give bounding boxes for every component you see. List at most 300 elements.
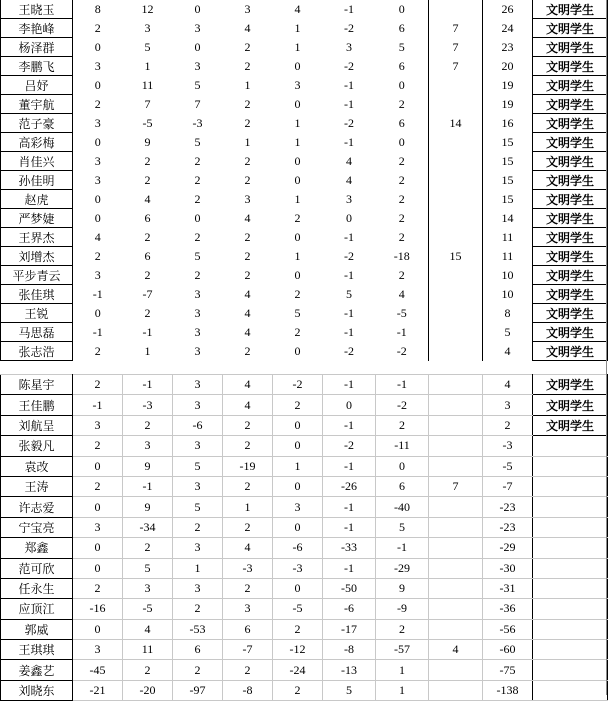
score-cell[interactable]: -26: [323, 476, 376, 496]
score-cell[interactable]: [429, 619, 483, 639]
score-cell[interactable]: 2: [94, 20, 101, 35]
student-name-cell[interactable]: 王锐: [1, 304, 73, 323]
score-cell[interactable]: 1: [273, 456, 323, 476]
score-cell[interactable]: -21: [73, 680, 123, 700]
score-cell[interactable]: [429, 133, 483, 152]
total-cell[interactable]: 24: [483, 19, 533, 38]
score-cell[interactable]: 7: [144, 96, 151, 111]
honor-badge-cell[interactable]: 文明学生: [533, 323, 608, 342]
score-cell[interactable]: -5: [142, 115, 153, 130]
score-cell[interactable]: 2: [244, 248, 251, 263]
score-cell[interactable]: -1: [142, 324, 153, 339]
score-cell[interactable]: 0: [294, 229, 301, 244]
score-cell[interactable]: 3: [123, 436, 173, 456]
score-cell[interactable]: [429, 558, 483, 578]
score-cell[interactable]: 3: [94, 115, 101, 130]
score-cell[interactable]: 7: [429, 38, 483, 57]
score-cell[interactable]: 4: [223, 538, 273, 558]
score-cell[interactable]: 4: [244, 305, 251, 320]
total-cell[interactable]: 20: [483, 57, 533, 76]
score-cell[interactable]: 2: [123, 415, 173, 435]
score-cell[interactable]: [429, 76, 483, 95]
honor-badge-cell[interactable]: 文明学生: [533, 304, 608, 323]
score-cell[interactable]: 5: [194, 77, 201, 92]
score-cell[interactable]: 0: [94, 39, 101, 54]
score-cell[interactable]: 4: [94, 229, 101, 244]
score-cell[interactable]: 3: [194, 286, 201, 301]
score-cell[interactable]: 3: [73, 517, 123, 537]
student-name-cell[interactable]: 李鹏飞: [1, 57, 73, 76]
score-cell[interactable]: -1: [123, 476, 173, 496]
score-cell[interactable]: 3: [173, 395, 223, 415]
total-cell[interactable]: 11: [483, 247, 533, 266]
score-cell[interactable]: [429, 375, 483, 395]
honor-badge-cell[interactable]: 文明学生: [533, 0, 608, 19]
score-cell[interactable]: 2: [194, 153, 201, 168]
score-cell[interactable]: 3: [173, 538, 223, 558]
score-cell[interactable]: 5: [376, 517, 429, 537]
score-cell[interactable]: 0: [73, 558, 123, 578]
student-name-cell[interactable]: 平步青云: [1, 266, 73, 285]
score-cell[interactable]: 3: [273, 497, 323, 517]
score-cell[interactable]: 2: [244, 343, 251, 358]
honor-badge-cell[interactable]: 文明学生: [533, 133, 608, 152]
score-cell[interactable]: 5: [294, 305, 301, 320]
honor-badge-cell[interactable]: 文明学生: [533, 171, 608, 190]
honor-badge-cell[interactable]: 文明学生: [533, 228, 608, 247]
score-cell[interactable]: 3: [144, 20, 151, 35]
score-cell[interactable]: [429, 152, 483, 171]
score-cell[interactable]: [429, 578, 483, 598]
student-name-cell[interactable]: 杨泽群: [1, 38, 73, 57]
score-cell[interactable]: 0: [73, 497, 123, 517]
score-cell[interactable]: -1: [376, 538, 429, 558]
score-cell[interactable]: [429, 190, 483, 209]
score-cell[interactable]: 1: [294, 115, 301, 130]
score-cell[interactable]: 0: [294, 58, 301, 73]
score-cell[interactable]: 1: [294, 248, 301, 263]
score-cell[interactable]: -2: [344, 58, 354, 73]
score-cell[interactable]: 1: [376, 680, 429, 700]
honor-badge-cell[interactable]: [533, 660, 608, 680]
score-cell[interactable]: -1: [344, 134, 354, 149]
student-name-cell[interactable]: 刘增杰: [1, 247, 73, 266]
total-cell[interactable]: 5: [483, 323, 533, 342]
score-cell[interactable]: 0: [398, 1, 405, 16]
score-cell[interactable]: -1: [92, 286, 103, 301]
score-cell[interactable]: 1: [294, 39, 301, 54]
score-cell[interactable]: [429, 209, 483, 228]
score-cell[interactable]: 3: [194, 58, 201, 73]
total-cell[interactable]: 2: [483, 415, 533, 435]
total-cell[interactable]: -5: [483, 456, 533, 476]
score-cell[interactable]: 2: [398, 96, 405, 111]
score-cell[interactable]: 4: [244, 324, 251, 339]
score-cell[interactable]: 14: [429, 114, 483, 133]
score-cell[interactable]: 2: [398, 172, 405, 187]
total-cell[interactable]: 15: [483, 152, 533, 171]
score-cell[interactable]: [429, 0, 483, 19]
total-cell[interactable]: 14: [483, 209, 533, 228]
student-name-cell[interactable]: 郑鑫: [1, 538, 73, 558]
score-cell[interactable]: 3: [223, 599, 273, 619]
student-name-cell[interactable]: 姜鑫艺: [1, 660, 73, 680]
score-cell[interactable]: 2: [273, 619, 323, 639]
score-cell[interactable]: 11: [141, 77, 154, 92]
score-cell[interactable]: 3: [194, 343, 201, 358]
student-name-cell[interactable]: 任永生: [1, 578, 73, 598]
score-cell[interactable]: -16: [73, 599, 123, 619]
score-cell[interactable]: 5: [346, 286, 352, 301]
score-cell[interactable]: 1: [244, 77, 251, 92]
score-cell[interactable]: -18: [393, 248, 410, 263]
score-cell[interactable]: 12: [141, 1, 154, 16]
student-name-cell[interactable]: 宁宝亮: [1, 517, 73, 537]
score-cell[interactable]: 2: [94, 96, 101, 111]
score-cell[interactable]: 3: [94, 58, 101, 73]
total-cell[interactable]: -36: [483, 599, 533, 619]
honor-badge-cell[interactable]: [533, 456, 608, 476]
score-cell[interactable]: [429, 285, 483, 304]
score-cell[interactable]: 4: [429, 640, 483, 660]
score-cell[interactable]: 0: [94, 191, 101, 206]
score-cell[interactable]: 4: [244, 20, 251, 35]
total-cell[interactable]: 15: [483, 190, 533, 209]
score-cell[interactable]: -1: [323, 456, 376, 476]
score-cell[interactable]: -1: [73, 395, 123, 415]
score-cell[interactable]: 4: [244, 210, 251, 225]
score-cell[interactable]: -6: [323, 599, 376, 619]
score-cell[interactable]: 9: [376, 578, 429, 598]
score-cell[interactable]: [429, 680, 483, 700]
score-cell[interactable]: 2: [223, 476, 273, 496]
score-cell[interactable]: 2: [294, 286, 301, 301]
student-name-cell[interactable]: 许志爱: [1, 497, 73, 517]
score-cell[interactable]: 2: [223, 660, 273, 680]
score-cell[interactable]: 0: [376, 456, 429, 476]
score-cell[interactable]: 2: [398, 267, 405, 282]
student-name-cell[interactable]: 马思磊: [1, 323, 73, 342]
score-cell[interactable]: -1: [344, 1, 354, 16]
score-cell[interactable]: 2: [73, 578, 123, 598]
total-cell[interactable]: 19: [483, 76, 533, 95]
score-cell[interactable]: 2: [144, 153, 151, 168]
score-cell[interactable]: [429, 323, 483, 342]
score-cell[interactable]: 9: [123, 456, 173, 476]
score-cell[interactable]: 2: [94, 248, 101, 263]
score-cell[interactable]: 0: [398, 77, 405, 92]
score-cell[interactable]: [429, 395, 483, 415]
score-cell[interactable]: 4: [346, 172, 352, 187]
score-cell[interactable]: 6: [173, 640, 223, 660]
total-cell[interactable]: 10: [483, 285, 533, 304]
score-cell[interactable]: 2: [223, 578, 273, 598]
score-cell[interactable]: [429, 660, 483, 680]
total-cell[interactable]: -56: [483, 619, 533, 639]
score-cell[interactable]: 3: [244, 191, 251, 206]
score-cell[interactable]: 7: [429, 476, 483, 496]
honor-badge-cell[interactable]: 文明学生: [533, 395, 608, 415]
score-cell[interactable]: 6: [398, 58, 405, 73]
honor-badge-cell[interactable]: 文明学生: [533, 19, 608, 38]
student-name-cell[interactable]: 张佳琪: [1, 285, 73, 304]
score-cell[interactable]: 7: [429, 57, 483, 76]
score-cell[interactable]: 6: [144, 248, 151, 263]
honor-badge-cell[interactable]: 文明学生: [533, 266, 608, 285]
total-cell[interactable]: 8: [483, 304, 533, 323]
score-cell[interactable]: -1: [396, 324, 407, 339]
score-cell[interactable]: -2: [396, 343, 407, 358]
score-cell[interactable]: 0: [194, 1, 201, 16]
score-cell[interactable]: 2: [376, 619, 429, 639]
student-name-cell[interactable]: 李艳峰: [1, 19, 73, 38]
score-cell[interactable]: 2: [194, 267, 201, 282]
score-cell[interactable]: 3: [94, 153, 101, 168]
student-name-cell[interactable]: 肖佳兴: [1, 152, 73, 171]
score-cell[interactable]: [429, 436, 483, 456]
score-cell[interactable]: -1: [92, 324, 103, 339]
honor-badge-cell[interactable]: 文明学生: [533, 190, 608, 209]
score-cell[interactable]: 0: [94, 134, 101, 149]
student-name-cell[interactable]: 董宇航: [1, 95, 73, 114]
score-cell[interactable]: -7: [223, 640, 273, 660]
score-cell[interactable]: 1: [244, 134, 251, 149]
score-cell[interactable]: 0: [94, 77, 101, 92]
score-cell[interactable]: -1: [344, 229, 354, 244]
total-cell[interactable]: 26: [483, 0, 533, 19]
score-cell[interactable]: [429, 415, 483, 435]
total-cell[interactable]: -31: [483, 578, 533, 598]
student-name-cell[interactable]: 赵虎: [1, 190, 73, 209]
score-cell[interactable]: [429, 456, 483, 476]
score-cell[interactable]: -33: [323, 538, 376, 558]
score-cell[interactable]: 0: [273, 517, 323, 537]
score-cell[interactable]: 2: [223, 436, 273, 456]
honor-badge-cell[interactable]: 文明学生: [533, 57, 608, 76]
score-cell[interactable]: -1: [344, 305, 354, 320]
score-cell[interactable]: 3: [173, 375, 223, 395]
score-cell[interactable]: -1: [344, 96, 354, 111]
student-name-cell[interactable]: 陈星宇: [1, 375, 73, 395]
score-cell[interactable]: 0: [273, 578, 323, 598]
score-cell[interactable]: 0: [194, 39, 201, 54]
score-cell[interactable]: -1: [123, 375, 173, 395]
score-cell[interactable]: 1: [144, 343, 151, 358]
student-name-cell[interactable]: 王佳鹏: [1, 395, 73, 415]
total-cell[interactable]: -23: [483, 497, 533, 517]
score-cell[interactable]: -2: [344, 343, 354, 358]
score-cell[interactable]: 0: [294, 153, 301, 168]
honor-badge-cell[interactable]: 文明学生: [533, 152, 608, 171]
score-cell[interactable]: -3: [273, 558, 323, 578]
score-cell[interactable]: -7: [142, 286, 153, 301]
honor-badge-cell[interactable]: [533, 599, 608, 619]
honor-badge-cell[interactable]: [533, 517, 608, 537]
score-cell[interactable]: 2: [123, 538, 173, 558]
score-cell[interactable]: -1: [344, 77, 354, 92]
score-cell[interactable]: -40: [376, 497, 429, 517]
honor-badge-cell[interactable]: 文明学生: [533, 95, 608, 114]
score-cell[interactable]: -5: [273, 599, 323, 619]
score-cell[interactable]: 0: [294, 172, 301, 187]
total-cell[interactable]: 11: [483, 228, 533, 247]
total-cell[interactable]: 4: [483, 375, 533, 395]
score-cell[interactable]: 5: [398, 39, 405, 54]
score-cell[interactable]: 2: [144, 267, 151, 282]
total-cell[interactable]: 23: [483, 38, 533, 57]
score-cell[interactable]: 2: [244, 153, 251, 168]
score-cell[interactable]: 2: [294, 324, 301, 339]
score-cell[interactable]: 1: [223, 497, 273, 517]
score-cell[interactable]: -8: [323, 640, 376, 660]
honor-badge-cell[interactable]: 文明学生: [533, 285, 608, 304]
score-cell[interactable]: 7: [194, 96, 201, 111]
honor-badge-cell[interactable]: 文明学生: [533, 342, 608, 361]
score-cell[interactable]: 2: [294, 210, 301, 225]
score-cell[interactable]: 2: [398, 191, 405, 206]
score-cell[interactable]: 2: [398, 153, 405, 168]
score-cell[interactable]: 8: [94, 1, 101, 16]
score-cell[interactable]: 2: [194, 191, 201, 206]
honor-badge-cell[interactable]: [533, 476, 608, 496]
score-cell[interactable]: 4: [398, 286, 405, 301]
score-cell[interactable]: 1: [294, 20, 301, 35]
honor-badge-cell[interactable]: 文明学生: [533, 76, 608, 95]
score-cell[interactable]: -2: [323, 436, 376, 456]
honor-badge-cell[interactable]: [533, 497, 608, 517]
score-cell[interactable]: 4: [223, 375, 273, 395]
score-cell[interactable]: -57: [376, 640, 429, 660]
score-cell[interactable]: 2: [244, 115, 251, 130]
student-name-cell[interactable]: 高彩梅: [1, 133, 73, 152]
score-cell[interactable]: -13: [323, 660, 376, 680]
score-cell[interactable]: 5: [173, 497, 223, 517]
student-name-cell[interactable]: 王琪琪: [1, 640, 73, 660]
honor-badge-cell[interactable]: [533, 558, 608, 578]
score-cell[interactable]: 2: [144, 172, 151, 187]
student-name-cell[interactable]: 张毅凡: [1, 436, 73, 456]
score-cell[interactable]: -17: [323, 619, 376, 639]
honor-badge-cell[interactable]: [533, 578, 608, 598]
score-cell[interactable]: -1: [323, 415, 376, 435]
score-cell[interactable]: -8: [223, 680, 273, 700]
total-cell[interactable]: 15: [483, 171, 533, 190]
score-cell[interactable]: 2: [94, 343, 101, 358]
score-cell[interactable]: -3: [192, 115, 203, 130]
score-cell[interactable]: -6: [273, 538, 323, 558]
score-cell[interactable]: 6: [223, 619, 273, 639]
student-name-cell[interactable]: 郭威: [1, 619, 73, 639]
score-cell[interactable]: 11: [123, 640, 173, 660]
total-cell[interactable]: 16: [483, 114, 533, 133]
score-cell[interactable]: [429, 95, 483, 114]
total-cell[interactable]: -138: [483, 680, 533, 700]
honor-badge-cell[interactable]: [533, 436, 608, 456]
student-name-cell[interactable]: 王界杰: [1, 228, 73, 247]
student-name-cell[interactable]: 孙佳明: [1, 171, 73, 190]
score-cell[interactable]: -2: [344, 248, 354, 263]
score-cell[interactable]: 2: [173, 660, 223, 680]
score-cell[interactable]: 0: [398, 134, 405, 149]
student-name-cell[interactable]: 严梦婕: [1, 209, 73, 228]
score-cell[interactable]: [429, 342, 483, 361]
score-cell[interactable]: 2: [244, 39, 251, 54]
score-cell[interactable]: 3: [73, 415, 123, 435]
score-cell[interactable]: 2: [244, 229, 251, 244]
score-cell[interactable]: -1: [376, 375, 429, 395]
student-name-cell[interactable]: 应顶江: [1, 599, 73, 619]
score-cell[interactable]: [429, 171, 483, 190]
score-cell[interactable]: -1: [344, 267, 354, 282]
score-cell[interactable]: 0: [323, 395, 376, 415]
total-cell[interactable]: -29: [483, 538, 533, 558]
score-cell[interactable]: 0: [273, 476, 323, 496]
score-cell[interactable]: 2: [73, 375, 123, 395]
score-cell[interactable]: 0: [294, 343, 301, 358]
score-cell[interactable]: [429, 538, 483, 558]
score-cell[interactable]: 5: [323, 680, 376, 700]
score-cell[interactable]: [429, 304, 483, 323]
score-cell[interactable]: 2: [398, 229, 405, 244]
score-cell[interactable]: 2: [73, 476, 123, 496]
score-cell[interactable]: -24: [273, 660, 323, 680]
score-cell[interactable]: -1: [344, 324, 354, 339]
total-cell[interactable]: 3: [483, 395, 533, 415]
score-cell[interactable]: -2: [344, 115, 354, 130]
total-cell[interactable]: 15: [483, 133, 533, 152]
score-cell[interactable]: 6: [398, 20, 405, 35]
score-cell[interactable]: 9: [144, 134, 151, 149]
total-cell[interactable]: -7: [483, 476, 533, 496]
score-cell[interactable]: 5: [123, 558, 173, 578]
score-cell[interactable]: 2: [123, 660, 173, 680]
student-name-cell[interactable]: 范可欣: [1, 558, 73, 578]
score-cell[interactable]: [429, 599, 483, 619]
total-cell[interactable]: -75: [483, 660, 533, 680]
honor-badge-cell[interactable]: [533, 640, 608, 660]
score-cell[interactable]: 2: [223, 517, 273, 537]
honor-badge-cell[interactable]: 文明学生: [533, 375, 608, 395]
total-cell[interactable]: 4: [483, 342, 533, 361]
score-cell[interactable]: 2: [244, 267, 251, 282]
honor-badge-cell[interactable]: 文明学生: [533, 38, 608, 57]
score-cell[interactable]: 2: [273, 395, 323, 415]
score-cell[interactable]: [429, 266, 483, 285]
score-cell[interactable]: -3: [223, 558, 273, 578]
score-cell[interactable]: 4: [346, 153, 352, 168]
score-cell[interactable]: -11: [376, 436, 429, 456]
score-cell[interactable]: -5: [123, 599, 173, 619]
score-cell[interactable]: 0: [94, 305, 101, 320]
total-cell[interactable]: -23: [483, 517, 533, 537]
score-cell[interactable]: 3: [194, 20, 201, 35]
score-cell[interactable]: -1: [323, 497, 376, 517]
score-cell[interactable]: -5: [396, 305, 407, 320]
score-cell[interactable]: 1: [294, 191, 301, 206]
student-name-cell[interactable]: 吕妤: [1, 76, 73, 95]
score-cell[interactable]: [429, 497, 483, 517]
score-cell[interactable]: 2: [376, 415, 429, 435]
honor-badge-cell[interactable]: 文明学生: [533, 209, 608, 228]
score-cell[interactable]: -3: [123, 395, 173, 415]
score-cell[interactable]: -50: [323, 578, 376, 598]
score-cell[interactable]: 5: [144, 39, 151, 54]
score-cell[interactable]: 4: [294, 1, 301, 16]
score-cell[interactable]: 1: [376, 660, 429, 680]
score-cell[interactable]: 6: [144, 210, 151, 225]
score-cell[interactable]: 4: [244, 286, 251, 301]
score-cell[interactable]: 4: [223, 395, 273, 415]
